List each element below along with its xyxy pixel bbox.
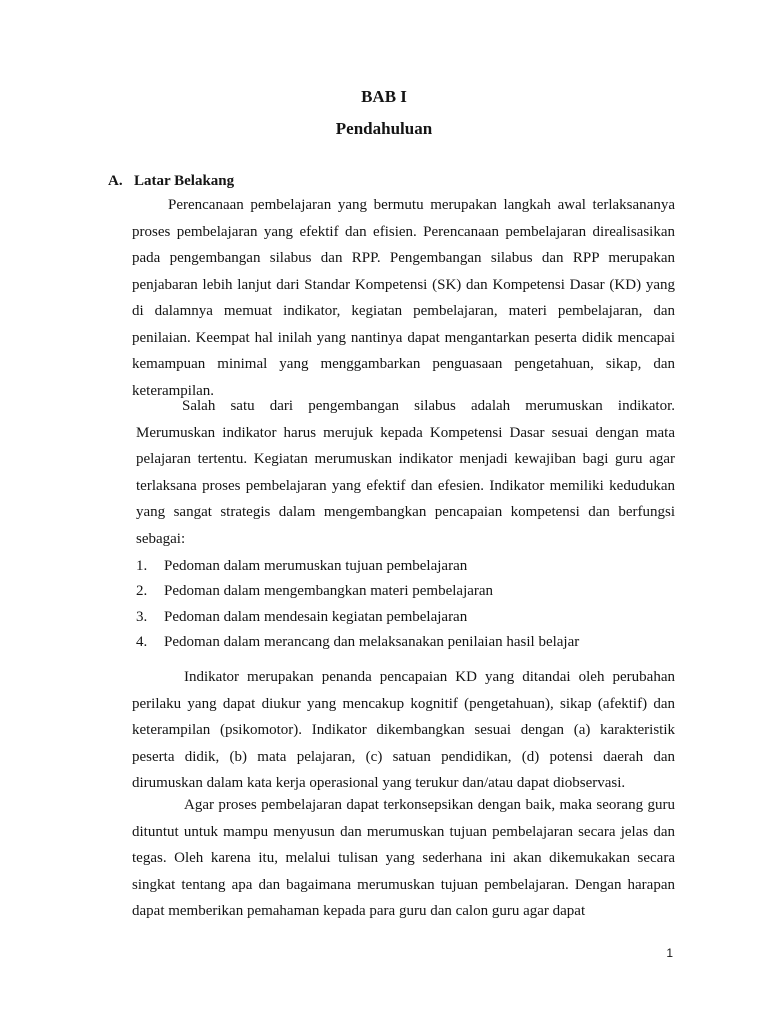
list-item <box>136 581 675 606</box>
numbered-list <box>136 556 675 658</box>
list-item-number: 3. <box>136 608 148 625</box>
list-item-text: Pedoman dalam mendesain kegiatan pembelajaran <box>164 608 468 625</box>
chapter-number: BAB I <box>361 87 407 106</box>
list-item <box>136 556 675 581</box>
list-item-text: Pedoman dalam mengembangkan materi pembelajaran <box>164 583 494 600</box>
section-letter: A. <box>108 173 123 189</box>
paragraph: Indikator merupakan penanda pencapaian KD yang ditandai oleh perubahan perilaku yang dapat diukur yang mencakup kognitif (pengetahuan), sikap (afektif) dan keterampilan (psikomotor). Indikator dikembangkan sesuai dengan (a) karakteristik peserta didik, (b) mata pelajaran, (c) satuan pendidikan, (d) potensi daerah dan dirumuskan dalam kata kerja operasional yang terukur dan/atau dapat diobservasi. <box>132 669 675 791</box>
list-item-text: Pedoman dalam merumuskan tujuan pembelajaran <box>164 558 468 574</box>
list-item-number: 1. <box>136 558 148 574</box>
section-heading <box>108 172 234 190</box>
list-item <box>136 632 675 657</box>
list-item-number: 2. <box>136 583 148 600</box>
section-title: Latar Belakang <box>134 173 235 189</box>
list-item <box>136 607 675 632</box>
list-item-text: Pedoman dalam merancang dan melaksanakan penilaian hasil belajar <box>164 634 580 651</box>
chapter-title: Pendahuluan <box>335 119 433 138</box>
page-number: 1 <box>666 946 673 960</box>
list-item-number: 4. <box>136 634 148 651</box>
paragraph: Agar proses pembelajaran dapat terkonsepsikan dengan baik, maka seorang guru dituntut untuk mampu menyusun dan merumuskan tujuan pembelajaran secara jelas dan tegas. Oleh karena itu, melalui tulisan yang sederhana ini akan dikemukakan secara singkat tentang apa dan bagaimana merumuskan tujuan pembelajaran. Dengan harapan dapat memberikan pemahaman kepada para guru dan calon guru agar dapat <box>132 797 675 919</box>
paragraph: Perencanaan pembelajaran yang bermutu merupakan langkah awal terlaksananya proses pembelajaran yang efektif dan efisien. Perencanaan pembelajaran direalisasikan pada pengembangan silabus dan RPP. Pengembangan silabus dan RPP merupakan penjabaran lebih lanjut dari Standar Kompetensi (SK) dan Kompetensi Dasar (KD) yang di dalamnya memuat indikator, kegiatan pembelajaran, materi pembelajaran, dan penilaian. Keempat hal inilah yang nantinya dapat mengantarkan peserta didik mencapai kemampuan minimal yang menggambarkan penguasaan pengetahuan, sikap, dan keterampilan. <box>132 197 675 399</box>
paragraph: Salah satu dari pengembangan silabus adalah merumuskan indikator. Merumuskan indikator harus merujuk kepada Kompetensi Dasar sesuai dengan mata pelajaran tertentu. Kegiatan merumuskan indikator menjadi kewajiban bagi guru agar terlaksana proses pembelajaran yang efektif dan efesien. Indikator memiliki kedudukan yang sangat strategis dalam mengembangkan pencapaian kompetensi dan berfungsi sebagai: <box>136 398 675 547</box>
